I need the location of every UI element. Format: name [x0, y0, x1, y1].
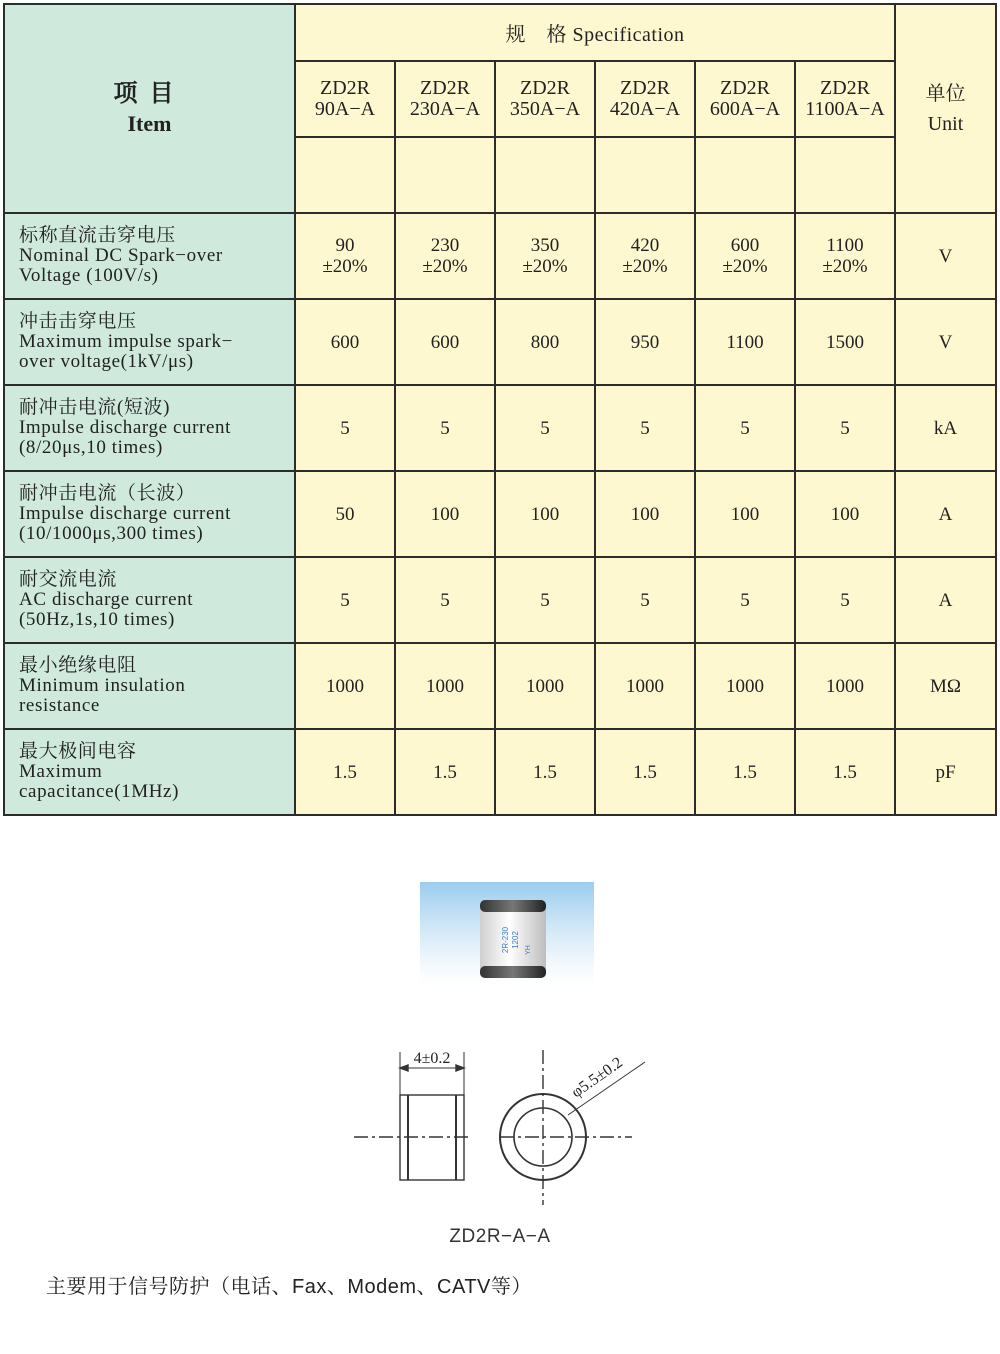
- row-label-cn: 最大极间电容: [19, 741, 137, 762]
- value-cell: 5: [395, 385, 495, 471]
- unit-header-en: Unit: [927, 112, 964, 135]
- value-cell: [795, 213, 895, 299]
- value-cell: 950: [595, 299, 695, 385]
- spec-row: [4, 471, 996, 557]
- model-name-line1: ZD2R: [720, 77, 770, 99]
- blank-cell: [795, 137, 895, 213]
- spec-row: [4, 385, 996, 471]
- blank-cell: [295, 137, 395, 213]
- value-cell: 1.5: [595, 729, 695, 815]
- spec-row: [4, 557, 996, 643]
- tube-cap-bottom: [480, 966, 546, 978]
- unit-header-cn: 单位: [925, 82, 966, 105]
- value-cell: 100: [695, 471, 795, 557]
- item-header-cn: 项目: [113, 80, 186, 107]
- value-cell: 5: [295, 385, 395, 471]
- value-nominal: 90: [335, 235, 355, 256]
- item-header-en: Item: [127, 110, 172, 136]
- value-cell: 1000: [795, 643, 895, 729]
- value-tolerance: ±20%: [622, 256, 668, 277]
- value-tolerance: ±20%: [422, 256, 468, 277]
- value-cell: 5: [695, 557, 795, 643]
- spec-row: [4, 643, 996, 729]
- spec-row: [4, 213, 996, 299]
- value-nominal: 350: [530, 235, 560, 256]
- row-label: [4, 213, 295, 299]
- value-tolerance: ±20%: [522, 256, 568, 277]
- row-label: [4, 557, 295, 643]
- value-nominal: 600: [730, 235, 760, 256]
- model-header-cell: [395, 61, 495, 137]
- row-label-cn: 耐冲击电流（长波）: [19, 483, 196, 504]
- tube-label-line2: 1202: [511, 931, 520, 949]
- unit-cell: pF: [895, 729, 996, 815]
- blank-cell: [595, 137, 695, 213]
- row-label-en1: Impulse discharge current: [19, 417, 231, 438]
- unit-cell: V: [895, 299, 996, 385]
- value-cell: 600: [395, 299, 495, 385]
- value-cell: [295, 213, 395, 299]
- blank-cell: [495, 137, 595, 213]
- value-nominal: 230: [430, 235, 460, 256]
- gas-discharge-tube-image: [420, 882, 594, 986]
- model-name-line1: ZD2R: [620, 77, 670, 99]
- value-cell: 1.5: [295, 729, 395, 815]
- value-cell: 5: [495, 557, 595, 643]
- row-label: [4, 471, 295, 557]
- row-label-en1: Maximum: [19, 761, 103, 782]
- value-cell: 5: [595, 557, 695, 643]
- value-cell: 1100: [695, 299, 795, 385]
- model-header-cell: [295, 61, 395, 137]
- row-label: [4, 385, 295, 471]
- width-dimension-label: 4±0.2: [413, 1050, 451, 1067]
- model-name-line2: 350A−A: [509, 98, 581, 120]
- unit-header: [895, 4, 996, 213]
- diameter-dimension-label: φ5.5±0.2: [568, 1054, 626, 1102]
- row-label-en1: Minimum insulation: [19, 675, 186, 696]
- dimension-drawing: [340, 1030, 660, 1220]
- model-header-cell: [595, 61, 695, 137]
- unit-cell: MΩ: [895, 643, 996, 729]
- value-cell: 100: [395, 471, 495, 557]
- model-name-line2: 600A−A: [709, 98, 781, 120]
- value-tolerance: ±20%: [322, 256, 368, 277]
- value-cell: 5: [595, 385, 695, 471]
- model-name-line2: 1100A−A: [805, 98, 885, 120]
- tube-logo: YH: [525, 945, 532, 955]
- row-label-en2: (10/1000μs,300 times): [19, 523, 204, 544]
- row-label-en1: Maximum impulse spark−: [19, 331, 233, 352]
- value-cell: 1.5: [695, 729, 795, 815]
- value-cell: [695, 213, 795, 299]
- spec-row: [4, 729, 996, 815]
- value-tolerance: ±20%: [722, 256, 768, 277]
- value-cell: 5: [695, 385, 795, 471]
- value-cell: 800: [495, 299, 595, 385]
- row-label-cn: 标称直流击穿电压: [19, 225, 176, 246]
- specification-header: 规 格 Specification: [295, 4, 895, 61]
- blank-cell: [695, 137, 795, 213]
- model-name-line1: ZD2R: [520, 77, 570, 99]
- item-header: [4, 4, 295, 213]
- model-header-cell: [695, 61, 795, 137]
- unit-cell: V: [895, 213, 996, 299]
- row-label-en1: Nominal DC Spark−over: [19, 245, 223, 266]
- dim-arrow-left: [400, 1065, 408, 1071]
- row-label: [4, 729, 295, 815]
- model-name-line2: 90A−A: [314, 98, 376, 120]
- value-cell: 1000: [595, 643, 695, 729]
- tube-label-line1: 2R-230: [501, 926, 510, 954]
- row-label-en2: (50Hz,1s,10 times): [19, 609, 175, 630]
- blank-cell: [395, 137, 495, 213]
- tube-cap-top: [480, 900, 546, 912]
- value-cell: 5: [495, 385, 595, 471]
- row-label-en2: Voltage (100V/s): [19, 265, 159, 286]
- value-cell: 50: [295, 471, 395, 557]
- row-label-en1: AC discharge current: [19, 589, 194, 610]
- value-nominal: 420: [630, 235, 660, 256]
- model-caption: ZD2R−A−A: [449, 1226, 551, 1247]
- value-cell: 5: [295, 557, 395, 643]
- dim-arrow-right: [456, 1065, 464, 1071]
- specification-table: [3, 3, 997, 816]
- model-name-line1: ZD2R: [420, 77, 470, 99]
- row-label: [4, 643, 295, 729]
- value-cell: 1.5: [795, 729, 895, 815]
- row-label-en2: resistance: [19, 695, 100, 716]
- value-cell: 5: [395, 557, 495, 643]
- value-cell: 1.5: [395, 729, 495, 815]
- unit-cell: A: [895, 557, 996, 643]
- value-nominal: 1100: [826, 235, 864, 256]
- usage-note: 主要用于信号防护（电话、Fax、Modem、CATV等）: [46, 1276, 532, 1298]
- value-cell: 100: [795, 471, 895, 557]
- value-cell: 600: [295, 299, 395, 385]
- model-name-line2: 420A−A: [609, 98, 681, 120]
- value-cell: 1500: [795, 299, 895, 385]
- value-cell: 1000: [395, 643, 495, 729]
- product-photo: [420, 882, 594, 986]
- value-cell: 1.5: [495, 729, 595, 815]
- row-label-en2: capacitance(1MHz): [19, 781, 179, 802]
- value-cell: [595, 213, 695, 299]
- unit-cell: A: [895, 471, 996, 557]
- value-cell: 5: [795, 385, 895, 471]
- value-tolerance: ±20%: [822, 256, 868, 277]
- model-header-cell: [495, 61, 595, 137]
- value-cell: 5: [795, 557, 895, 643]
- model-name-line1: ZD2R: [320, 77, 370, 99]
- value-cell: [495, 213, 595, 299]
- value-cell: [395, 213, 495, 299]
- row-label-en2: over voltage(1kV/μs): [19, 351, 194, 372]
- row-label: [4, 299, 295, 385]
- row-label-cn: 最小绝缘电阻: [19, 655, 137, 676]
- model-header-cell: [795, 61, 895, 137]
- value-cell: 1000: [295, 643, 395, 729]
- row-label-cn: 耐交流电流: [19, 569, 118, 590]
- row-label-en2: (8/20μs,10 times): [19, 437, 163, 458]
- value-cell: 1000: [695, 643, 795, 729]
- row-label-en1: Impulse discharge current: [19, 503, 231, 524]
- value-cell: 100: [495, 471, 595, 557]
- value-cell: 100: [595, 471, 695, 557]
- model-name-line2: 230A−A: [409, 98, 481, 120]
- row-label-cn: 冲击击穿电压: [19, 311, 137, 332]
- row-label-cn: 耐冲击电流(短波): [19, 397, 171, 418]
- spec-rows: [4, 213, 996, 815]
- value-cell: 1000: [495, 643, 595, 729]
- unit-cell: kA: [895, 385, 996, 471]
- model-name-line1: ZD2R: [820, 77, 870, 99]
- spec-row: [4, 299, 996, 385]
